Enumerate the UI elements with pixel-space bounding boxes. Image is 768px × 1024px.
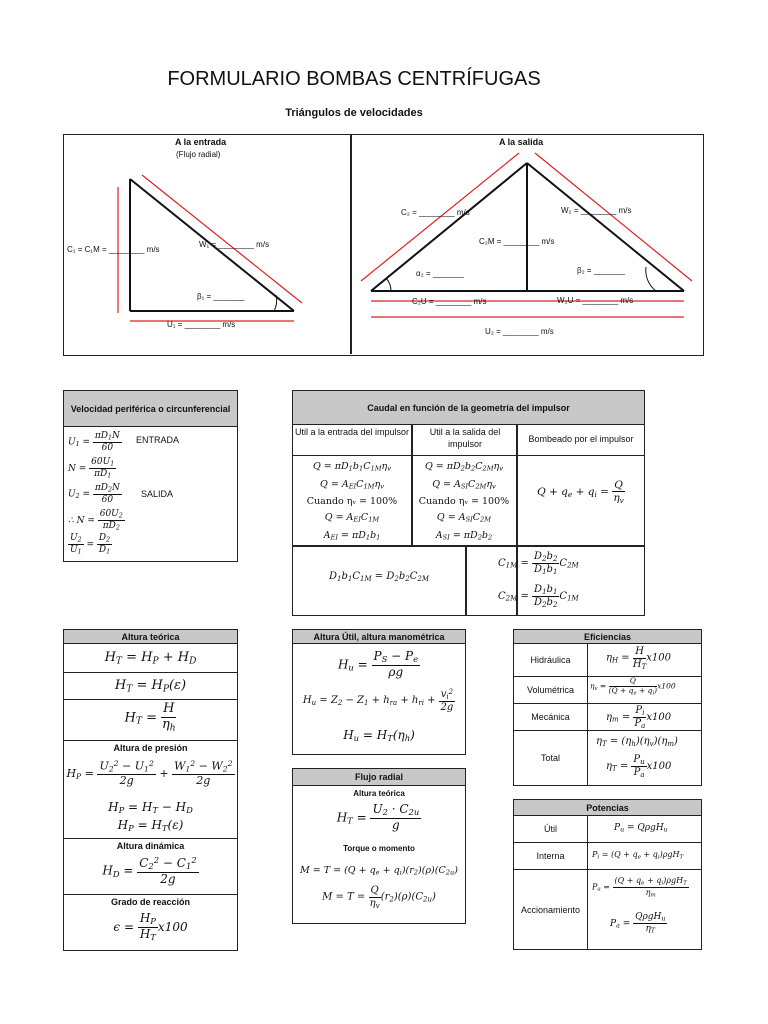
velocity-triangles-drawing (64, 135, 702, 354)
c2m-field: C₂M = ________ m/s (479, 237, 555, 246)
caudal-header: Caudal en función de la geometría del impulsor (293, 391, 644, 425)
inlet-note: (Flujo radial) (176, 150, 221, 159)
caudal-col-entrada: Util a la entrada del impulsor (294, 427, 410, 437)
flujo-altura-teorica-label: Altura teórica (353, 789, 405, 798)
c2m-formula: $C_{2M}$ = $\frac{D_1b_1}{D_2b_2}$ $C_{1M}$ (498, 584, 579, 609)
caudal-box (292, 390, 645, 616)
caudal-col-salida: Util a la salida del impulsor (429, 427, 501, 449)
eta-t-product-formula: $\eta_T = (\eta_h)(\eta_v)(\eta_m)$ (596, 736, 678, 748)
grado-reaccion-label: Grado de reacción (110, 897, 191, 907)
torque-label: Torque o momento (343, 844, 415, 853)
beta1-field: β₁ = _______ (197, 292, 245, 301)
accionamiento-label: Accionamiento (514, 870, 588, 949)
w2u-field: W₂U = ________ m/s (557, 296, 634, 305)
cuando-entrada: Cuando ηᵥ = 100% (306, 496, 398, 508)
caudal-salida-formulas: $Q = \pi D_2b_2C_{2M}\eta_v$ $Q = A_{SI}C_{2M}\eta_v$ Cuando ηᵥ = 100% $Q = A_{SI}C_{2M}$ $A_{SI} = \pi D_2b_2$ (412, 459, 516, 546)
volumetrica-label: Volumétrica (514, 677, 588, 703)
eta-v-formula: $\eta_v$ = $\frac{Q}{(Q + q_e + q_i)}$ x100 (590, 676, 676, 696)
hidraulica-label: Hidráulica (514, 644, 588, 676)
hd-formula: $H_D$ = $\frac{C_2^2 - C_1^2}{2g}$ (102, 855, 197, 886)
inlet-title: A la entrada (175, 137, 227, 147)
continuity-formula: $D_1b_1C_{1M} = D_2b_2C_{2M}$ (328, 571, 430, 583)
n1-formula: N = $\frac{60U_1}{\pi D_1}$ (68, 457, 115, 480)
hp-epsilon-formula: $H_P = H_T(\varepsilon)$ (117, 818, 184, 834)
velocity-triangles-panel (63, 134, 704, 356)
u1-field: U₁ = ________ m/s (167, 320, 236, 329)
eficiencias-header: Eficiencias (514, 630, 701, 644)
ht-sum-formula: $H_T = H_P + H_D$ (104, 650, 197, 667)
altura-teorica-box (63, 629, 238, 951)
peripheral-velocity-box (63, 390, 238, 562)
util-label: Útil (514, 816, 588, 842)
interna-label: Interna (514, 843, 588, 869)
ht-epsilon-formula: $H_T = H_P(\varepsilon)$ (114, 678, 187, 695)
epsilon-formula: ϵ = $\frac{H_P}{H_T}$ x100 (113, 911, 188, 942)
pa-internal-formula: $P_a$ = $\frac{(Q + q_e + q_i)\rho gH_T}{\eta_m}$ (592, 876, 687, 899)
u1-formula: $U_1$ = $\frac{\pi D_1N}{60}$ (68, 431, 120, 453)
hp-diff-formula: $H_P = H_T - H_D$ (108, 800, 193, 816)
w2-field: W₂ = ________ m/s (561, 206, 632, 215)
eta-t-power-formula: $\eta_T$ = $\frac{P_u}{P_a}$ x100 (606, 754, 672, 779)
flujo-radial-header: Flujo radial (293, 769, 465, 786)
ht-radial-formula: $H_T$ = $\frac{U_2 \cdot C_{2u}}{g}$ (336, 802, 420, 832)
altura-presion-label: Altura de presión (113, 743, 188, 753)
page-title: FORMULARIO BOMBAS CENTRÍFUGAS (167, 68, 541, 90)
altura-util-header: Altura Útil, altura manométrica (293, 630, 465, 644)
beta2-field: β₂ = _______ (577, 266, 625, 275)
cuando-salida: Cuando ηᵥ = 100% (418, 496, 510, 508)
pa-total-formula: $P_a$ = $\frac{Q\rho gH_u}{\eta_T}$ (610, 912, 666, 935)
u2-formula: $U_2$ = $\frac{\pi D_2N}{60}$ (68, 483, 120, 505)
altura-teorica-header: Altura teórica (64, 630, 237, 644)
salida-label: SALIDA (141, 489, 174, 499)
triangles-subtitle: Triángulos de velocidades (285, 107, 423, 119)
hu-eta-formula: $H_u = H_T(\eta_h)$ (343, 728, 415, 744)
eficiencias-box (513, 629, 702, 786)
pu-formula: $P_u = Q\rho gH_u$ (614, 823, 668, 834)
caudal-bombeado-formula: $Q + q_e + q_i$ = $\frac{Q}{\eta_v}$ (537, 479, 624, 505)
outlet-title: A la salida (499, 137, 544, 147)
mecanica-label: Mecánica (514, 704, 588, 730)
altura-dinamica-label: Altura dinámica (116, 841, 185, 851)
n2-formula: ∴ N = $\frac{60U_2}{\pi D_2}$ (68, 509, 123, 532)
total-label: Total (514, 731, 588, 785)
hu-energy-formula: $H_u = Z_2 - Z_1 + h_{ra} + h_{ri}$ + $\frac{v_i^2}{2g}$ (302, 688, 454, 713)
peripheral-header: Velocidad periférica o circunferencial (64, 391, 237, 427)
alpha2-field: α₂ = _______ (416, 269, 464, 278)
ratio-formula: $\frac{U_2}{U_1}$ = $\frac{D_2}{D_1}$ (70, 533, 111, 556)
flujo-radial-box (292, 768, 466, 924)
potencias-box (513, 799, 702, 950)
hu-pressure-formula: $H_u$ = $\frac{P_S - P_e}{\rho g}$ (337, 649, 419, 679)
c1m-formula: $C_{1M}$ = $\frac{D_2b_2}{D_1b_1}$ $C_{2M}$ (498, 551, 579, 576)
potencias-header: Potencias (514, 800, 701, 816)
entrada-label: ENTRADA (136, 435, 180, 445)
torque-formula-2: M = T = $\frac{Q}{\eta_v}$ $(r_2)(\rho)(C_{2u})$ (322, 885, 436, 910)
caudal-entrada-formulas: $Q = \pi D_1b_1C_{1M}\eta_v$ $Q = A_{EI}C_{1M}\eta_v$ Cuando ηᵥ = 100% $Q = A_{EI}C_{1M}$ $A_{EI} = \pi D_1b_1$ (293, 459, 411, 546)
caudal-col-bombeado: Bombeado por el impulsor (528, 434, 634, 444)
c1-field: C₁ = C₁M = ________ m/s (67, 245, 160, 254)
w1-field: W₁ = ________ m/s (199, 240, 270, 249)
ht-eta-formula: $H_T$ = $\frac{H}{\eta_h}$ (124, 701, 176, 734)
eta-h-formula: $\eta_H$ = $\frac{H}{H_T}$ x100 (606, 646, 671, 671)
altura-util-box (292, 629, 466, 755)
c2-field: C₂ = ________ m/s (401, 208, 470, 217)
u2-field: U₂ = ________ m/s (485, 327, 554, 336)
pi-formula: $P_i = (Q + q_e + q_i)\rho gH_T$ (592, 850, 684, 861)
eta-m-formula: $\eta_m$ = $\frac{P_i}{P_a}$ x100 (606, 705, 672, 730)
hp-formula: $H_P$ = $\frac{U_2^2 - U_1^2}{2g}$ + $\frac{W_1^2 - W_2^2}{2g}$ (66, 759, 233, 788)
c2u-field: C₂U = ________ m/s (412, 297, 487, 306)
torque-formula-1: $M = T = (Q + q_e + q_i)(r_2)(\rho)(C_{2u})$ (300, 865, 458, 877)
